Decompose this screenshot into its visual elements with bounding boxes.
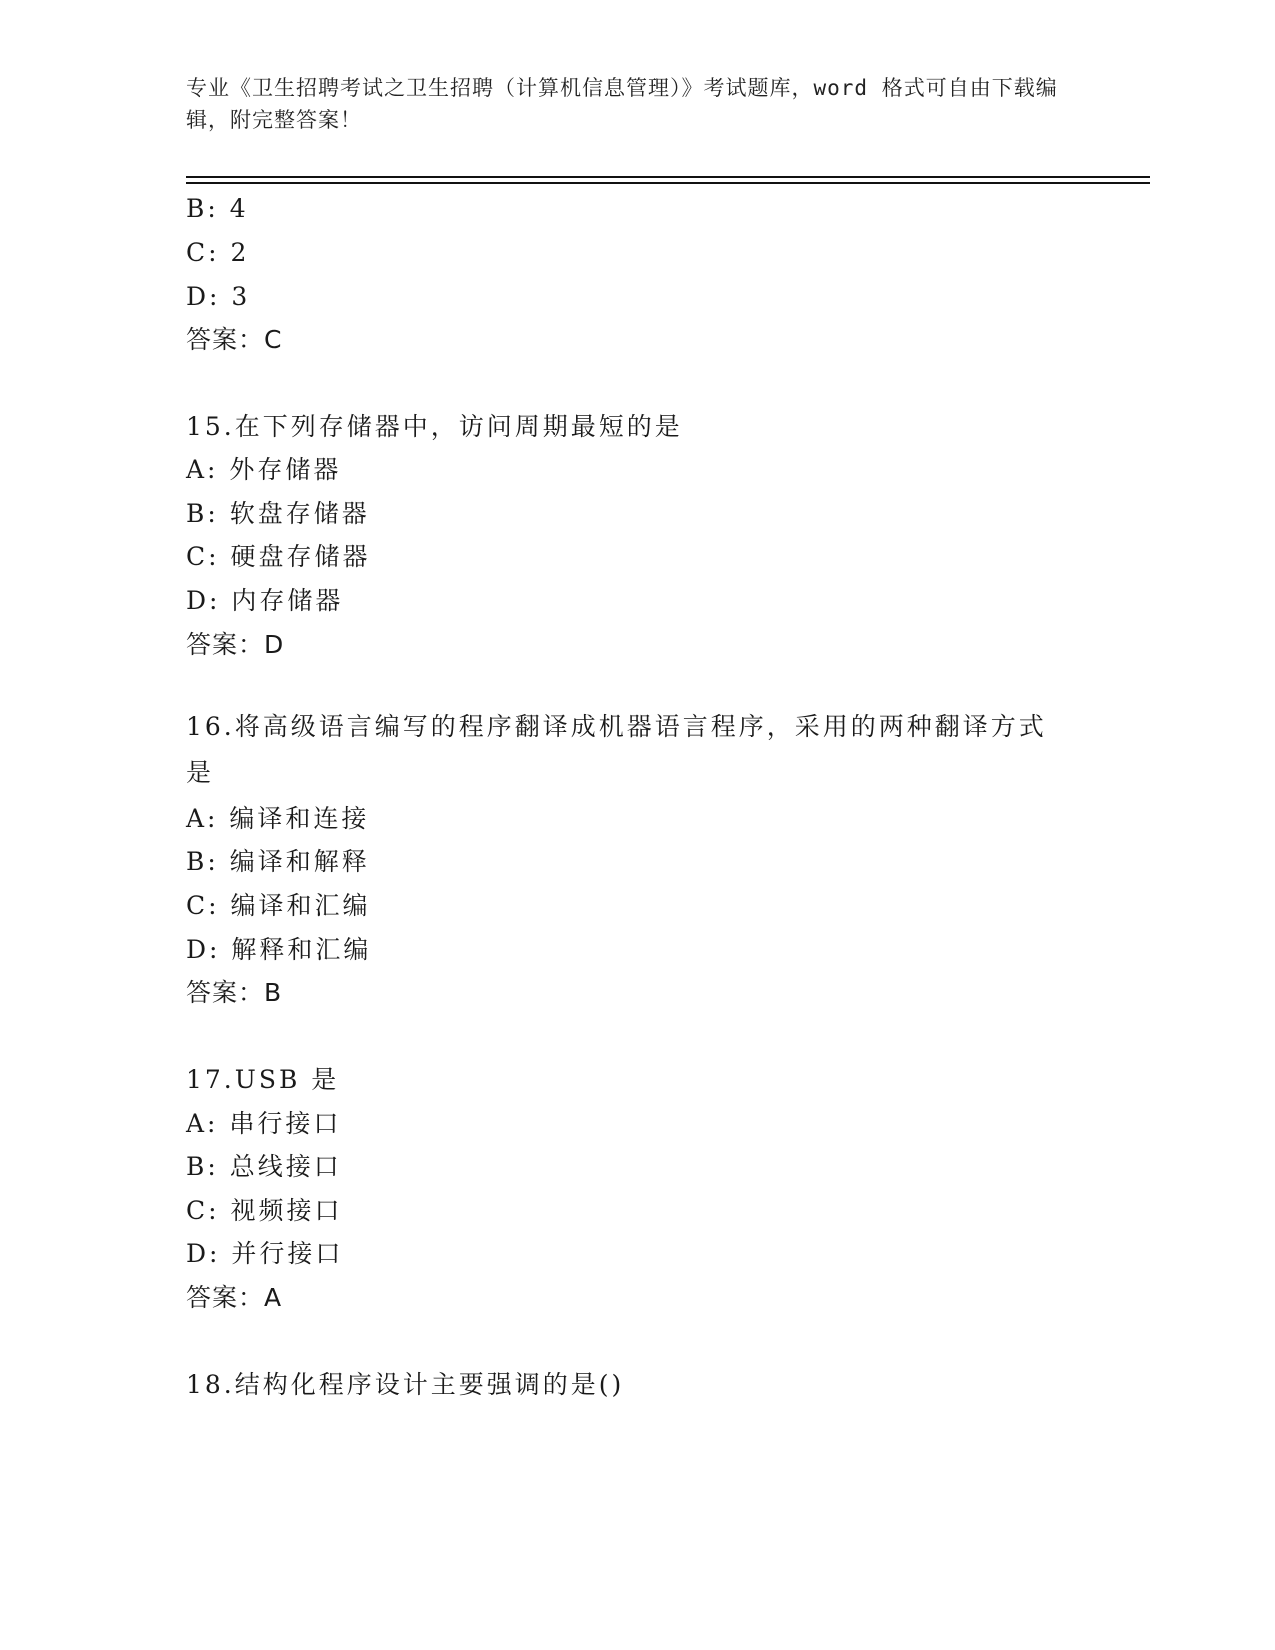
- q15-option-d: D: 内存储器: [186, 586, 344, 615]
- q15-option-c: C: 硬盘存储器: [186, 542, 371, 571]
- q16-option-d: D: 解释和汇编: [186, 935, 372, 964]
- q17-option-d: D: 并行接口: [186, 1239, 344, 1268]
- q16-option-a: A: 编译和连接: [186, 804, 370, 833]
- q15-option-a: A: 外存储器: [186, 455, 342, 484]
- question-16: 16.将高级语言编写的程序翻译成机器语言程序，采用的两种翻译方式是: [186, 712, 1047, 787]
- q16-answer: 答案：B: [186, 978, 283, 1007]
- q16-option-c: C: 编译和汇编: [186, 891, 371, 920]
- q17-option-b: B: 总线接口: [186, 1152, 342, 1181]
- question-15: 15.在下列存储器中，访问周期最短的是: [186, 412, 683, 441]
- answer: 答案：C: [186, 325, 283, 354]
- option-b: B: 4: [186, 194, 249, 223]
- q15-answer: 答案：D: [186, 630, 285, 659]
- q16-option-b: B: 编译和解释: [186, 847, 370, 876]
- question-18: 18.结构化程序设计主要强调的是(): [186, 1370, 625, 1399]
- q17-option-a: A: 串行接口: [186, 1109, 342, 1138]
- option-c: C: 2: [186, 238, 250, 267]
- header-rule-bottom: [186, 182, 1150, 184]
- question-17: 17.USB 是: [186, 1065, 340, 1094]
- q17-option-c: C: 视频接口: [186, 1196, 343, 1225]
- q15-option-b: B: 软盘存储器: [186, 499, 370, 528]
- header-rule-top: [186, 176, 1150, 178]
- q17-answer: 答案：A: [186, 1283, 283, 1312]
- document-header: 专业《卫生招聘考试之卫生招聘（计算机信息管理）》考试题库，word 格式可自由下载编辑，附完整答案！: [186, 76, 1058, 132]
- option-d: D: 3: [186, 282, 251, 311]
